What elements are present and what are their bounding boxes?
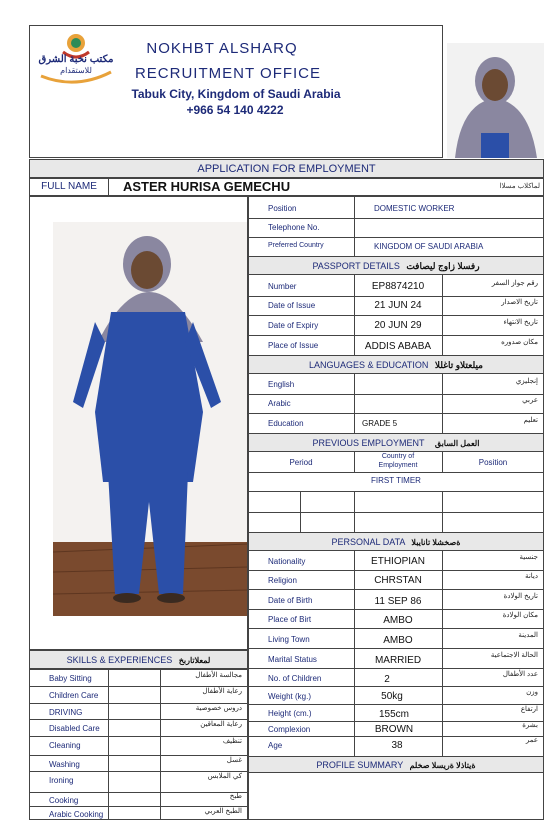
position-label: Position — [268, 204, 297, 213]
living-town-arabic: المدينة — [518, 632, 538, 639]
place-of-birth-arabic: مكان الولادة — [502, 612, 538, 619]
skill-baby-sitting-label: Baby Sitting — [49, 674, 92, 683]
education-label: Education — [268, 419, 304, 428]
nationality-value: ETHIOPIAN — [371, 556, 425, 567]
logo-arabic-name: مكتب نخبة الشرق — [38, 54, 114, 65]
marital-status-arabic: الحالة الاجتماعية — [490, 652, 538, 659]
company-city: Tabuk City, Kingdom of Saudi Arabia — [131, 87, 341, 101]
fullname-value: ASTER HURISA GEMECHU — [123, 179, 291, 194]
company-subtitle: RECRUITMENT OFFICE — [134, 65, 322, 82]
skills-section-header — [29, 650, 248, 669]
country-of-employment-header: Country of Employment — [378, 453, 418, 469]
skills-title: SKILLS & EXPERIENCES — [66, 655, 173, 665]
personal-data-title: PERSONAL DATA — [331, 537, 405, 547]
arabic-label: Arabic — [268, 399, 291, 408]
religion-arabic: ديانة — [525, 573, 538, 580]
skill-cleaning-arabic: تنظيف — [222, 738, 242, 745]
profile-summary-header — [248, 756, 544, 773]
religion-value: CHRSTAN — [374, 575, 422, 586]
height-arabic: ارتفاع — [520, 706, 538, 713]
complexion-arabic: بشرة — [522, 722, 538, 729]
place-of-issue-label: Place of Issue — [268, 341, 319, 350]
period-header: Period — [289, 458, 313, 467]
english-label: English — [268, 380, 295, 389]
education-arabic: تعليم — [523, 417, 538, 424]
personal-data-title-arabic: ةصخشلا تانايبلا — [411, 538, 461, 547]
passport-section-header — [248, 256, 544, 275]
headshot-photo — [447, 43, 544, 158]
company-title: NOKHBT ALSHARQ — [146, 40, 298, 57]
place-of-birth-value: AMBO — [383, 615, 413, 626]
passport-title: PASSPORT DETAILS — [312, 261, 400, 271]
passport-number-value: EP8874210 — [371, 281, 425, 292]
place-of-issue-value: ADDIS ABABA — [364, 341, 432, 352]
fullname-label-arabic: لماكلاب مسلاا — [499, 183, 540, 190]
education-value: GRADE 5 — [362, 419, 398, 428]
skill-disabled-care-label: Disabled Care — [49, 724, 100, 733]
telephone-label: Telephone No. — [268, 223, 320, 232]
skill-children-care-label: Children Care — [49, 691, 99, 700]
skill-arabic-cooking-arabic: الطبخ العربي — [204, 808, 242, 815]
children-count-value: 2 — [384, 674, 390, 685]
expiry-date-label: Date of Expiry — [268, 321, 319, 330]
languages-title: LANGUAGES & EDUCATION — [309, 360, 429, 370]
skill-baby-sitting-arabic: مجالسة الأطفال — [195, 672, 242, 679]
skill-driving-arabic: دروس خصوصية — [195, 705, 242, 712]
photo-frame — [29, 196, 248, 650]
passport-number-arabic: رقم جواز السفر — [491, 280, 538, 287]
height-label: Height (cm.) — [268, 709, 312, 718]
date-of-birth-arabic: تاريخ الولادة — [503, 593, 538, 600]
previous-employment-header — [248, 433, 544, 452]
previous-employment-title: PREVIOUS EMPLOYMENT — [312, 438, 425, 448]
company-phone: +966 54 140 4222 — [186, 103, 284, 117]
issue-date-value: 21 JUN 24 — [374, 300, 422, 311]
skills-title-arabic: لمعلاتاربخ — [178, 656, 211, 665]
skill-arabic-cooking-label: Arabic Cooking — [49, 810, 104, 819]
preferred-country-label: Preferred Country — [268, 242, 324, 249]
position-header: Position — [478, 458, 508, 467]
living-town-label: Living Town — [268, 635, 310, 644]
age-arabic: عمر — [525, 737, 538, 744]
height-value: 155cm — [378, 709, 409, 720]
expiry-date-arabic: تاريخ الانتهاء — [503, 319, 538, 326]
profile-summary-title: PROFILE SUMMARY — [316, 760, 404, 770]
application-title: APPLICATION FOR EMPLOYMENT — [29, 159, 544, 178]
date-of-birth-label: Date of Birth — [268, 596, 313, 605]
skill-children-care-arabic: رعاية الأطفال — [202, 688, 242, 695]
personal-data-header — [248, 532, 544, 551]
languages-section-header — [248, 355, 544, 374]
age-value: 38 — [391, 740, 403, 751]
skill-disabled-care-arabic: رعاية المعاقين — [200, 721, 242, 728]
religion-label: Religion — [268, 576, 297, 585]
position-value: DOMESTIC WORKER — [374, 204, 455, 213]
skill-cooking-arabic: طبخ — [229, 793, 242, 800]
living-town-value: AMBO — [383, 635, 413, 646]
issue-date-label: Date of Issue — [268, 301, 316, 310]
skill-ironing-label: Ironing — [49, 776, 74, 785]
marital-status-value: MARRIED — [374, 655, 422, 666]
first-timer-note: FIRST TIMER — [371, 476, 421, 485]
profile-summary-title-arabic: ةيتاذلا ةريسلا صخلم — [409, 761, 476, 770]
company-logo — [33, 32, 119, 88]
age-label: Age — [268, 741, 283, 750]
passport-title-arabic: رفسلا زاوج ليصافت — [406, 261, 480, 271]
issue-date-arabic: تاريخ الاصدار — [501, 299, 538, 306]
complexion-value: BROWN — [374, 724, 414, 735]
date-of-birth-value: 11 SEP 86 — [374, 596, 422, 607]
nationality-label: Nationality — [268, 557, 306, 566]
weight-value: 50kg — [381, 691, 403, 702]
passport-number-label: Number — [268, 282, 297, 291]
logo-arabic-subtitle: للاستقدام — [60, 66, 92, 75]
english-arabic: إنجليزي — [515, 378, 538, 385]
weight-label: Weight (kg.) — [268, 692, 311, 701]
complexion-label: Complexion — [268, 725, 311, 734]
preferred-country-value: KINGDOM OF SAUDI ARABIA — [374, 242, 484, 251]
skill-ironing-arabic: كي الملابس — [207, 773, 242, 780]
skill-cleaning-label: Cleaning — [49, 741, 81, 750]
children-count-label: No. of Children — [268, 674, 322, 683]
arabic-arabic: عربي — [522, 397, 538, 404]
skill-cooking-label: Cooking — [49, 796, 79, 805]
place-of-issue-arabic: مكان صدوره — [501, 339, 538, 346]
expiry-date-value: 20 JUN 29 — [374, 320, 422, 331]
skill-washing-label: Washing — [49, 760, 80, 769]
marital-status-label: Marital Status — [268, 655, 317, 664]
previous-employment-title-arabic: العمل السابق — [434, 439, 480, 448]
languages-title-arabic: ميلعتلاو تاغللا — [434, 360, 483, 370]
nationality-arabic: جنسية — [519, 554, 538, 561]
skill-washing-arabic: غسل — [226, 757, 242, 764]
skill-driving-label: DRIVING — [49, 708, 83, 717]
place-of-birth-label: Place of Birt — [268, 615, 312, 624]
weight-arabic: وزن — [526, 689, 538, 696]
children-count-arabic: عدد الأطفال — [502, 671, 538, 678]
fullname-label: FULL NAME — [41, 181, 97, 192]
